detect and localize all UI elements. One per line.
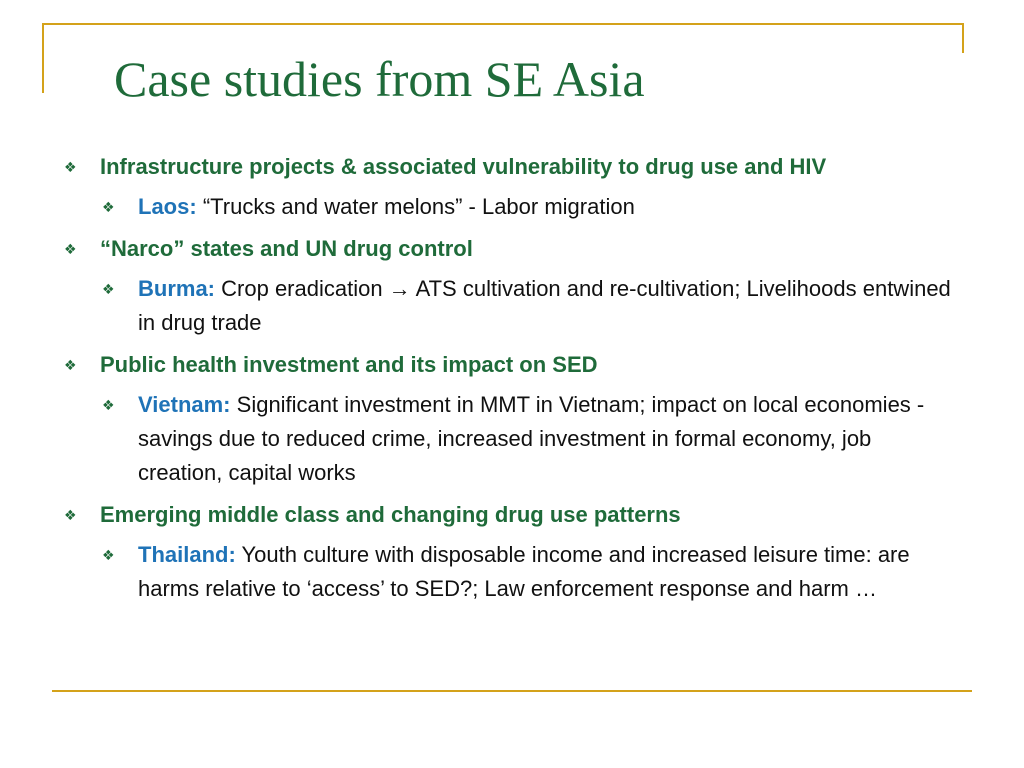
section-heading (62, 498, 962, 532)
case-study-text (138, 538, 958, 606)
diamond-bullet-icon: ❖ (102, 547, 115, 563)
section-heading (62, 232, 962, 266)
right-rule (962, 23, 964, 53)
diamond-bullet-icon: ❖ (64, 241, 77, 257)
section-heading (62, 150, 962, 184)
case-study-item (62, 388, 962, 490)
case-study-description: Significant investment in MMT in Vietnam; impact on local economies - savings due to reduced crime, increased investment in formal economy, job creation, capital works (138, 392, 925, 485)
case-study-description: Youth culture with disposable income and increased leisure time: are harms relative to ‘access’ to SED?; Law enforcement response and harm … (138, 542, 910, 601)
case-study-text (138, 388, 958, 490)
section-heading-text: Infrastructure projects & associated vulnerability to drug use and HIV (100, 154, 827, 179)
case-study-item (62, 190, 962, 224)
bullet-list (62, 150, 962, 606)
case-study-item (62, 272, 962, 340)
left-rule (42, 23, 44, 93)
diamond-bullet-icon: ❖ (102, 199, 115, 215)
case-study-item (62, 538, 962, 606)
diamond-bullet-icon: ❖ (102, 397, 115, 413)
case-study-text (138, 190, 635, 224)
diamond-bullet-icon: ❖ (64, 507, 77, 523)
country-label: Thailand: (138, 542, 236, 567)
top-rule (42, 23, 964, 25)
case-study-description: “Trucks and water melons” - Labor migration (202, 194, 635, 219)
country-label: Laos: (138, 194, 197, 219)
country-label: Burma: (138, 276, 216, 301)
case-study-description: Crop eradication → ATS cultivation and re-cultivation; Livelihoods entwined in drug trade (138, 276, 951, 335)
section-heading-text: Emerging middle class and changing drug use patterns (100, 502, 681, 527)
slide-title: Case studies from SE Asia (114, 51, 645, 107)
bottom-rule (52, 690, 972, 692)
country-label: Vietnam: (138, 392, 231, 417)
diamond-bullet-icon: ❖ (102, 281, 115, 297)
diamond-bullet-icon: ❖ (64, 159, 77, 175)
case-study-text (138, 272, 958, 340)
section-heading-text: “Narco” states and UN drug control (100, 236, 473, 261)
section-heading-text: Public health investment and its impact on SED (100, 352, 598, 377)
section-heading (62, 348, 962, 382)
diamond-bullet-icon: ❖ (64, 357, 77, 373)
